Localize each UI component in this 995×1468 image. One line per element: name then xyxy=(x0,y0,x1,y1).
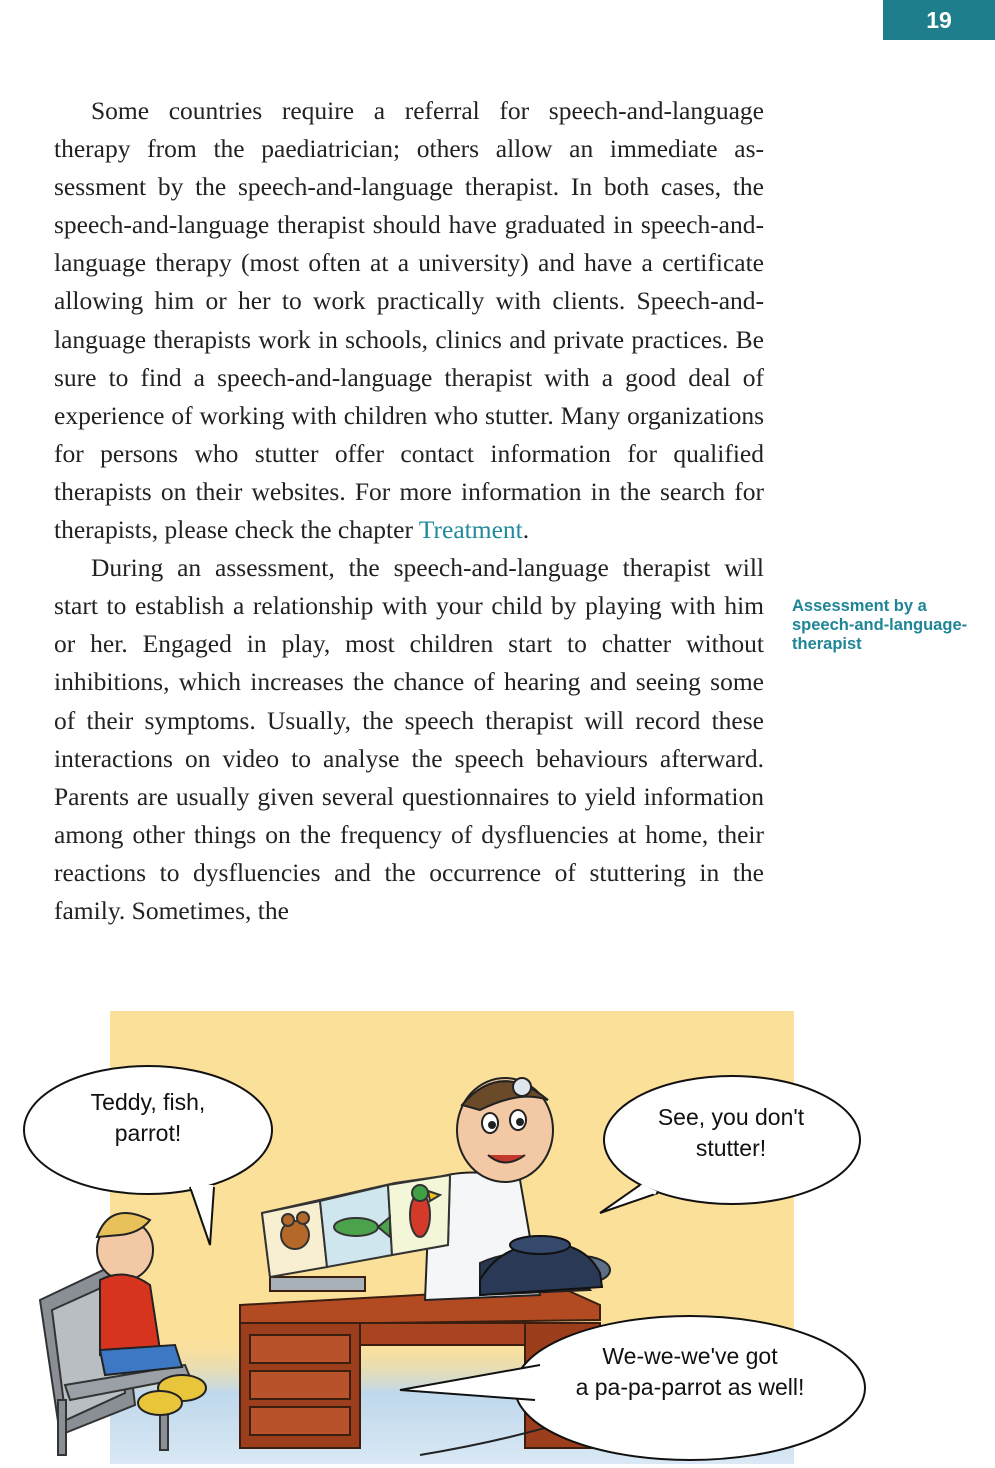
margin-note: Assessment by a speech-and-language-therapist xyxy=(792,597,968,653)
cartoon-drawing xyxy=(0,1005,995,1464)
bubble-therapist-text xyxy=(620,1102,842,1164)
bubble-child-reply-line2: a pa-pa-parrot as well! xyxy=(575,1374,805,1400)
paragraph-referral xyxy=(54,92,764,549)
bubble-child-line2: parrot! xyxy=(114,1120,182,1146)
paragraph-referral-text: Some countries require a referral for speech-and-language therapy from the paediatrician; others allow an immediate assessment by the speech-and-language therapist. In both cases, the speech-and-language therapist should have graduated in speech-and-language therapy (most often at a university) and have a certificate allowing him or her to work practically with clients. Speech-and-language therapists work in schools, clinics and private practices. Be sure to find a speech-and-language therapist with a good deal of experience of working with children who stutter. Many organizations for persons who stutter offer contact information for qualified therapists on their websites. For more information in the search for therapists, please check the chapter xyxy=(54,96,764,545)
bubble-child-line1: Teddy, fish, xyxy=(90,1089,206,1115)
page-number: 19 xyxy=(883,0,995,40)
cartoon-illustration xyxy=(0,1005,995,1464)
bubble-child-reply-text xyxy=(540,1341,840,1403)
treatment-chapter-link[interactable]: Treatment xyxy=(418,515,523,545)
paragraph-referral-end: . xyxy=(522,515,530,545)
bubble-therapist-line1: See, you don't xyxy=(657,1104,805,1130)
bubble-child-text xyxy=(48,1087,248,1149)
body-text xyxy=(54,92,764,930)
bubble-child-reply-line1: We-we-we've got xyxy=(602,1343,778,1369)
paragraph-assessment: During an assessment, the speech-and-language therapist will start to establish a relationship with your child by playing with him or her. Engaged in play, most children start to chatter without inhibitions, which increases the chance of hearing and seeing some of their symptoms. Usually, the speech therapist will record these interactions on video to analyse the speech behaviours afterward. Parents are usually given several questionnaires to yield information among other things on the frequency of dysfluencies at home, their reactions to dysfluencies and the occurrence of stuttering in the family. Sometimes, the xyxy=(54,553,764,925)
bubble-therapist-line2: stutter! xyxy=(695,1135,767,1161)
